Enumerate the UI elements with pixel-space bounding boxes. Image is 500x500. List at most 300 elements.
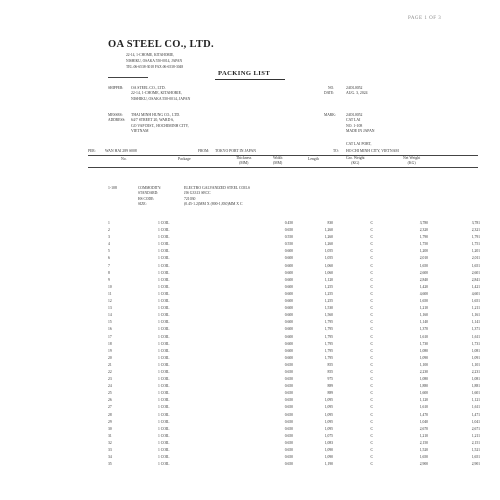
row-width: 975 <box>327 377 333 382</box>
row-net-weight: 3,781 <box>471 221 480 225</box>
row-thickness: 0.600 <box>284 291 293 296</box>
row-thickness: 0.650 <box>284 440 293 445</box>
row-length: C <box>370 377 373 382</box>
table-row <box>108 263 480 270</box>
table-row <box>108 390 480 397</box>
company-rule <box>108 77 148 78</box>
shipper-label: SHIPPER: <box>108 86 124 90</box>
row-width: 1,795 <box>324 327 333 332</box>
row-package: 1 COIL <box>158 235 170 240</box>
row-width: 1,090 <box>324 455 333 460</box>
row-no: 12 <box>108 299 112 304</box>
row-package: 1 COIL <box>158 291 170 296</box>
marks-block <box>346 113 375 134</box>
row-length: C <box>370 334 373 339</box>
row-width: 1,260 <box>324 242 333 247</box>
row-width: 1,260 <box>324 235 333 240</box>
row-length: C <box>370 299 373 304</box>
row-width: 889 <box>327 391 333 396</box>
row-no: 24 <box>108 384 112 389</box>
row-package: 1 COIL <box>158 455 170 460</box>
row-package: 1 COIL <box>158 270 170 275</box>
row-net-weight: 1,521 <box>471 448 480 452</box>
packing-list-page <box>8 6 494 496</box>
row-length: C <box>370 320 373 325</box>
row-thickness: 0.650 <box>284 398 293 403</box>
row-width: 1,795 <box>324 341 333 346</box>
row-net-weight: 2,841 <box>471 277 480 282</box>
row-gross-weight: 1,470 <box>419 412 428 417</box>
row-length: C <box>370 284 373 289</box>
table-row <box>108 326 480 333</box>
row-net-weight: 1,611 <box>471 405 480 410</box>
row-package: 1 COIL <box>158 384 170 389</box>
port-line: CAT LAI PORT, <box>346 142 372 146</box>
row-gross-weight: 1,370 <box>419 327 428 332</box>
row-thickness: 0.600 <box>284 320 293 325</box>
standard-value: JIS G3313 SECC <box>184 191 211 196</box>
row-gross-weight: 2,840 <box>419 277 428 282</box>
row-length: C <box>370 235 373 240</box>
shipper-block <box>131 86 190 102</box>
row-length: C <box>370 384 373 389</box>
row-no: 25 <box>108 391 112 396</box>
row-width: 830 <box>327 221 333 225</box>
row-thickness: 0.600 <box>284 306 293 311</box>
row-package: 1 COIL <box>158 462 170 467</box>
marks-label: MARK: <box>324 113 336 117</box>
row-gross-weight: 1,210 <box>419 433 428 438</box>
row-width: 1,060 <box>324 270 333 275</box>
row-gross-weight: 3,780 <box>419 221 428 225</box>
row-package: 1 COIL <box>158 448 170 452</box>
size-label: SIZE: <box>138 201 147 206</box>
shipper-line: 22-14, 1-CHOME, KITAHORIE, <box>131 91 182 96</box>
table-row <box>108 376 480 383</box>
messrs-line: THAI MINH HUNG CO., LTD. <box>131 113 181 117</box>
table-row <box>108 362 480 369</box>
messrs-label-2: ADDRESS: <box>108 118 126 123</box>
row-net-weight: 2,601 <box>471 270 480 275</box>
row-thickness: 0.650 <box>284 426 293 431</box>
row-net-weight: 1,371 <box>471 327 480 332</box>
company-contact: TEL:06-6538-3018 FAX:06-6538-3048 <box>126 65 184 69</box>
row-no: 10 <box>108 284 112 289</box>
row-length: C <box>370 313 373 318</box>
row-package: 1 COIL <box>158 369 170 374</box>
table-row <box>108 419 480 426</box>
row-gross-weight: 2,230 <box>419 369 428 374</box>
table-row <box>108 341 480 348</box>
row-package: 1 COIL <box>158 419 170 424</box>
row-thickness: 0.650 <box>284 228 293 233</box>
table-row <box>108 369 480 376</box>
header-thickness-unit: (MM) <box>239 161 249 166</box>
row-no: 8 <box>108 270 110 275</box>
row-no: 19 <box>108 348 112 353</box>
row-net-weight: 2,901 <box>471 462 480 467</box>
row-width: 1,095 <box>324 405 333 410</box>
row-gross-weight: 1,100 <box>419 362 428 367</box>
messrs-block <box>131 113 189 134</box>
table-row <box>108 426 480 433</box>
date-value: AUG. 3, 2024 <box>346 91 368 95</box>
row-package: 1 COIL <box>158 412 170 417</box>
row-length: C <box>370 355 373 360</box>
items-body <box>108 220 480 468</box>
from-value: TOKYO PORT IN JAPAN <box>215 149 256 153</box>
table-row <box>108 334 480 341</box>
header-bottom-rule <box>88 167 478 168</box>
row-net-weight: 1,421 <box>471 284 480 289</box>
row-net-weight: 4,601 <box>471 291 480 296</box>
row-no: 3 <box>108 235 110 240</box>
row-gross-weight: 1,080 <box>419 348 428 353</box>
commodity-label: COMMODITY: <box>138 186 162 190</box>
row-width: 1,255 <box>324 291 333 296</box>
from-label: FROM: <box>198 149 210 153</box>
header-gross-weight <box>346 156 365 167</box>
row-gross-weight: 1,650 <box>419 455 428 460</box>
row-package: 1 COIL <box>158 256 170 261</box>
row-length: C <box>370 341 373 346</box>
row-length: C <box>370 391 373 396</box>
row-no: 35 <box>108 462 112 467</box>
no-value: 24OL0052 <box>346 86 363 90</box>
header-package: Package <box>178 157 191 161</box>
row-package: 1 COIL <box>158 313 170 318</box>
row-length: C <box>370 455 373 460</box>
row-width: 1,095 <box>324 419 333 424</box>
row-thickness: 0.600 <box>284 334 293 339</box>
marks-line: 24OL0052 <box>346 113 363 117</box>
row-no: 32 <box>108 440 112 445</box>
row-net-weight: 1,161 <box>471 313 480 318</box>
row-net-weight: 1,731 <box>471 341 480 346</box>
row-net-weight: 1,471 <box>471 412 480 417</box>
row-width: 1,095 <box>324 412 333 417</box>
row-length: C <box>370 249 373 254</box>
row-package: 1 COIL <box>158 341 170 346</box>
row-length: C <box>370 419 373 424</box>
row-package: 1 COIL <box>158 334 170 339</box>
row-no: 14 <box>108 313 112 318</box>
row-gross-weight: 1,040 <box>419 419 428 424</box>
row-width: 855 <box>327 362 333 367</box>
row-gross-weight: 1,090 <box>419 355 428 360</box>
row-length: C <box>370 270 373 275</box>
row-width: 1,055 <box>324 256 333 261</box>
row-net-weight: 1,751 <box>471 242 480 247</box>
shipper-line: NISHIKU, OSAKA 550-0014, JAPAN <box>131 96 191 101</box>
row-length: C <box>370 306 373 311</box>
row-width: 855 <box>327 369 333 374</box>
row-no: 27 <box>108 405 112 410</box>
table-row <box>108 305 480 312</box>
header-width <box>273 156 282 167</box>
row-thickness: 0.650 <box>284 412 293 417</box>
row-length: C <box>370 405 373 410</box>
shipper-line: OA STEEL CO., LTD. <box>131 86 166 90</box>
row-length: C <box>370 291 373 296</box>
row-package: 1 COIL <box>158 398 170 403</box>
row-thickness: 0.600 <box>284 284 293 289</box>
row-no: 31 <box>108 433 112 438</box>
table-row <box>108 397 480 404</box>
marks-line: MADE IN JAPAN <box>346 128 375 133</box>
table-row <box>108 220 480 227</box>
table-row <box>108 255 480 262</box>
row-thickness: 0.650 <box>284 377 293 382</box>
port-block <box>346 142 371 147</box>
row-package: 1 COIL <box>158 242 170 247</box>
row-gross-weight: 2,320 <box>419 228 428 233</box>
row-gross-weight: 1,650 <box>419 299 428 304</box>
row-net-weight: 1,791 <box>471 235 480 240</box>
row-width: 1,795 <box>324 320 333 325</box>
row-no: 7 <box>108 263 110 268</box>
row-gross-weight: 1,650 <box>419 263 428 268</box>
header-net-weight <box>403 156 420 167</box>
messrs-line: VIETNAM <box>131 128 149 133</box>
commodity-labels <box>138 186 161 207</box>
header-net-weight-unit: (KG) <box>407 161 416 166</box>
row-no: 20 <box>108 355 112 360</box>
row-width: 1,560 <box>324 313 333 318</box>
row-length: C <box>370 277 373 282</box>
table-row <box>108 412 480 419</box>
row-gross-weight: 1,200 <box>419 249 428 254</box>
row-gross-weight: 1,610 <box>419 334 428 339</box>
row-thickness: 0.600 <box>284 256 293 261</box>
row-net-weight: 1,081 <box>471 348 480 353</box>
row-no: 13 <box>108 306 112 311</box>
row-package: 1 COIL <box>158 277 170 282</box>
header-no: No. <box>121 157 127 161</box>
row-gross-weight: 4,600 <box>419 291 428 296</box>
row-length: C <box>370 412 373 417</box>
row-net-weight: 1,651 <box>471 263 480 268</box>
row-no: 28 <box>108 412 112 417</box>
row-gross-weight: 1,730 <box>419 341 428 346</box>
row-no: 2 <box>108 228 110 233</box>
row-no: 30 <box>108 426 112 431</box>
row-no: 15 <box>108 320 112 325</box>
row-width: 1,255 <box>324 299 333 304</box>
header-thickness-label: Thickness <box>236 156 252 160</box>
row-net-weight: 2,231 <box>471 369 480 374</box>
table-row <box>108 227 480 234</box>
row-length: C <box>370 221 373 225</box>
header-width-unit: (MM) <box>273 161 283 166</box>
row-package: 1 COIL <box>158 348 170 353</box>
row-thickness: 0.450 <box>284 221 293 225</box>
row-net-weight: 2,671 <box>471 426 480 431</box>
row-thickness: 0.600 <box>284 277 293 282</box>
table-row <box>108 447 480 454</box>
row-length: C <box>370 369 373 374</box>
document-title: PACKING LIST <box>218 70 271 77</box>
row-thickness: 0.600 <box>284 249 293 254</box>
row-width: 1,260 <box>324 228 333 233</box>
row-gross-weight: 2,010 <box>419 256 428 261</box>
row-gross-weight: 1,120 <box>419 398 428 403</box>
row-width: 1,795 <box>324 355 333 360</box>
row-package: 1 COIL <box>158 221 170 225</box>
row-thickness: 0.600 <box>284 299 293 304</box>
row-thickness: 0.650 <box>284 448 293 452</box>
items-table <box>108 220 480 468</box>
company-address-1: 22-14, 1-CHOME, KITAHORIE, <box>126 53 175 57</box>
per-value: WAN HAI 289 S008 <box>105 149 137 153</box>
row-length: C <box>370 426 373 431</box>
row-no: 34 <box>108 455 112 460</box>
to-value: HO CHI MINH CITY, VIETNAM <box>346 149 399 153</box>
row-package: 1 COIL <box>158 433 170 438</box>
row-thickness: 0.550 <box>284 235 293 240</box>
row-width: 1,083 <box>324 440 333 445</box>
row-width: 889 <box>327 384 333 389</box>
row-length: C <box>370 462 373 467</box>
row-package: 1 COIL <box>158 362 170 367</box>
messrs-line: GO VAP DIST., HOCHIMINH CITY, <box>131 123 189 128</box>
row-no: 26 <box>108 398 112 403</box>
row-thickness: 0.600 <box>284 348 293 353</box>
row-net-weight: 1,141 <box>471 320 480 325</box>
row-gross-weight: 2,150 <box>419 440 428 445</box>
row-width: 1,120 <box>324 277 333 282</box>
table-row <box>108 348 480 355</box>
row-length: C <box>370 256 373 261</box>
row-no: 17 <box>108 334 112 339</box>
row-gross-weight: 1,610 <box>419 405 428 410</box>
row-net-weight: 2,011 <box>471 256 480 261</box>
row-gross-weight: 1,790 <box>419 235 428 240</box>
row-package: 1 COIL <box>158 320 170 325</box>
table-row <box>108 241 480 248</box>
row-net-weight: 1,211 <box>471 306 480 311</box>
row-thickness: 0.650 <box>284 384 293 389</box>
row-thickness: 0.550 <box>284 242 293 247</box>
row-no: 18 <box>108 341 112 346</box>
row-length: C <box>370 327 373 332</box>
table-row <box>108 312 480 319</box>
row-package: 1 COIL <box>158 306 170 311</box>
messrs-line: 64/7 STREET 20, WARD 6, <box>131 118 175 123</box>
row-no: 33 <box>108 448 112 452</box>
table-row <box>108 234 480 241</box>
table-row <box>108 277 480 284</box>
no-label: NO. <box>328 86 335 90</box>
row-width: 1,795 <box>324 348 333 353</box>
row-no: 4 <box>108 242 110 247</box>
row-length: C <box>370 228 373 233</box>
row-length: C <box>370 362 373 367</box>
row-package: 1 COIL <box>158 355 170 360</box>
row-no: 16 <box>108 327 112 332</box>
messrs-label <box>108 113 125 124</box>
row-gross-weight: 2,600 <box>419 270 428 275</box>
row-thickness: 0.650 <box>284 362 293 367</box>
row-no: 5 <box>108 249 110 254</box>
page-number: PAGE 1 OF 3 <box>408 16 442 21</box>
row-thickness: 0.650 <box>284 433 293 438</box>
row-no: 29 <box>108 419 112 424</box>
row-thickness: 0.600 <box>284 355 293 360</box>
table-row <box>108 319 480 326</box>
row-length: C <box>370 440 373 445</box>
standard-label: STANDARD: <box>138 191 159 196</box>
row-thickness: 0.600 <box>284 263 293 268</box>
row-length: C <box>370 348 373 353</box>
title-underline <box>215 79 285 80</box>
row-no: 22 <box>108 369 112 374</box>
commodity-value: ELECTRO GALVANIZED STEEL COILS <box>184 186 250 190</box>
row-net-weight: 1,201 <box>471 249 480 254</box>
row-package: 1 COIL <box>158 440 170 445</box>
table-row <box>108 355 480 362</box>
row-thickness: 0.650 <box>284 462 293 467</box>
row-gross-weight: 1,420 <box>419 284 428 289</box>
date-label: DATE: <box>324 91 335 95</box>
per-label: PER: <box>88 149 96 153</box>
row-package: 1 COIL <box>158 377 170 382</box>
row-package: 1 COIL <box>158 284 170 289</box>
table-row <box>108 404 480 411</box>
row-width: 1,095 <box>324 426 333 431</box>
row-no: 1 <box>108 221 110 225</box>
marks-line: NO. 1-108 <box>346 123 363 128</box>
company-name: OA STEEL CO., LTD. <box>108 39 214 50</box>
row-thickness: 0.650 <box>284 391 293 396</box>
row-thickness: 0.600 <box>284 270 293 275</box>
messrs-label-1: MESSRS: <box>108 113 123 117</box>
row-width: 1,095 <box>324 398 333 403</box>
marks-line: CAT LAI <box>346 118 361 123</box>
row-thickness: 0.650 <box>284 405 293 410</box>
row-gross-weight: 1,880 <box>419 384 428 389</box>
size-value: (0.45-1.2)MM X (800-1,830)MM X C <box>184 201 243 206</box>
row-no: 23 <box>108 377 112 382</box>
row-net-weight: 1,091 <box>471 355 480 360</box>
row-length: C <box>370 433 373 438</box>
commodity-values <box>184 186 250 207</box>
row-net-weight: 1,601 <box>471 391 480 396</box>
row-length: C <box>370 263 373 268</box>
row-no: 6 <box>108 256 110 261</box>
row-gross-weight: 1,140 <box>419 320 428 325</box>
row-gross-weight: 2,900 <box>419 462 428 467</box>
commodity-range: 1-108 <box>108 186 117 190</box>
row-gross-weight: 1,600 <box>419 391 428 396</box>
table-row <box>108 298 480 305</box>
row-width: 1,055 <box>324 249 333 254</box>
table-row <box>108 461 480 468</box>
row-length: C <box>370 448 373 452</box>
row-width: 1,090 <box>324 448 333 452</box>
row-width: 1,190 <box>324 462 333 467</box>
table-row <box>108 284 480 291</box>
row-package: 1 COIL <box>158 327 170 332</box>
hs-code-label: HS CODE: <box>138 196 155 201</box>
to-label: TO: <box>333 149 339 153</box>
row-thickness: 0.600 <box>284 313 293 318</box>
row-thickness: 0.650 <box>284 369 293 374</box>
table-row <box>108 454 480 461</box>
row-gross-weight: 2,670 <box>419 426 428 431</box>
row-width: 1,530 <box>324 306 333 311</box>
row-width: 1,255 <box>324 284 333 289</box>
